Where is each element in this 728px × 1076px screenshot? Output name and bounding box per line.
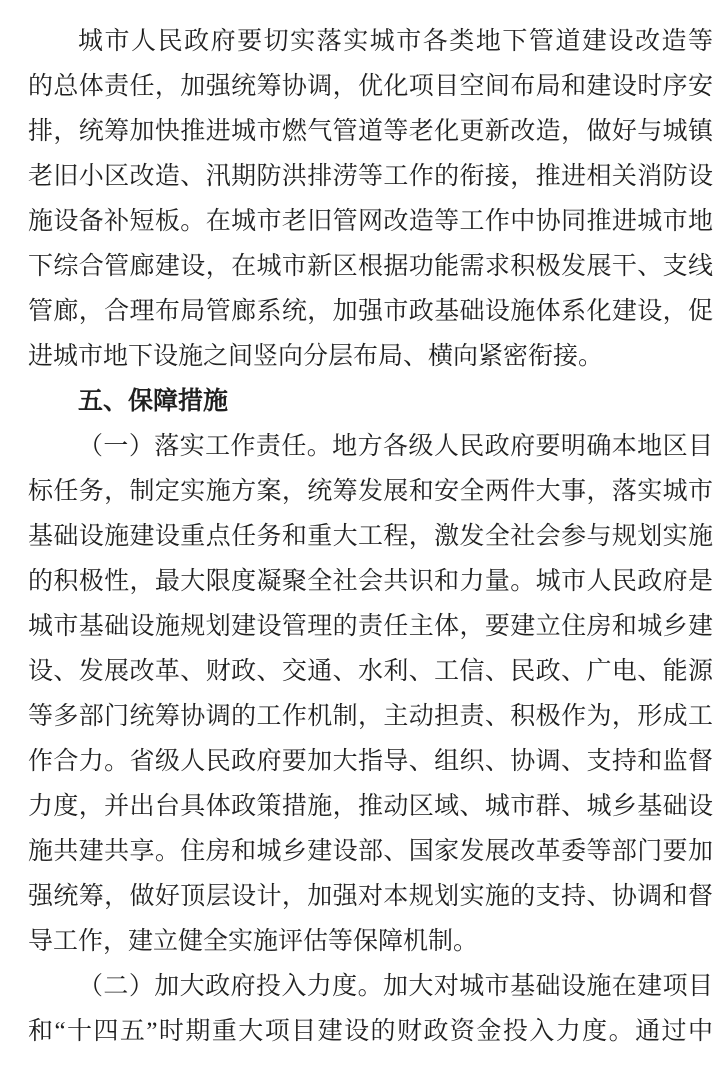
paragraph-line: 城市人民政府要切实落实城市各类地下管道建设改造等 [78,28,713,55]
paragraph-line: 进城市地下设施之间竖向分层布局、横向紧密衔接。 [28,343,604,370]
paragraph-line: 下综合管廊建设，在城市新区根据功能需求积极发展干、支线 [28,253,713,280]
paragraph-line: 作合力。省级人民政府要加大指导、组织、协调、支持和监督 [28,748,713,775]
paragraph-line: 设、发展改革、财政、交通、水利、工信、民政、广电、能源 [28,658,713,685]
paragraph-line: 施共建共享。住房和城乡建设部、国家发展改革委等部门要加 [28,838,713,865]
paragraph-line: 和“十四五”时期重大项目建设的财政资金投入力度。通过中 [28,1018,713,1045]
paragraph-line: 等多部门统筹协调的工作机制，主动担责、积极作为，形成工 [28,703,713,730]
paragraph-3 [28,964,713,1054]
paragraph-line: 城市基础设施规划建设管理的责任主体，要建立住房和城乡建 [28,613,713,640]
paragraph-line: 的积极性，最大限度凝聚全社会共识和力量。城市人民政府是 [28,568,713,595]
paragraph-line: 排，统筹加快推进城市燃气管道等老化更新改造，做好与城镇 [28,118,713,145]
paragraph-line: 力度，并出台具体政策措施，推动区域、城市群、城乡基础设 [28,793,713,820]
paragraph-1 [28,19,713,379]
paragraph-line: （一）落实工作责任。地方各级人民政府要明确本地区目 [78,433,713,460]
paragraph-2 [28,424,713,964]
section-heading: 五、保障措施 [78,387,229,415]
paragraph-line: 施设备补短板。在城市老旧管网改造等工作中协同推进城市地 [28,208,713,235]
paragraph-line: 强统筹，做好顶层设计，加强对本规划实施的支持、协调和督 [28,883,713,910]
paragraph-line: 标任务，制定实施方案，统筹发展和安全两件大事，落实城市 [28,478,713,505]
paragraph-line: 基础设施建设重点任务和重大工程，激发全社会参与规划实施 [28,523,713,550]
paragraph-line: 管廊，合理布局管廊系统，加强市政基础设施体系化建设，促 [28,298,713,325]
paragraph-line: 的总体责任，加强统筹协调，优化项目空间布局和建设时序安 [28,73,713,100]
paragraph-line: 导工作，建立健全实施评估等保障机制。 [28,928,479,955]
paragraph-line: （二）加大政府投入力度。加大对城市基础设施在建项目 [78,973,713,1000]
paragraph-line: 老旧小区改造、汛期防洪排涝等工作的衔接，推进相关消防设 [28,163,713,190]
